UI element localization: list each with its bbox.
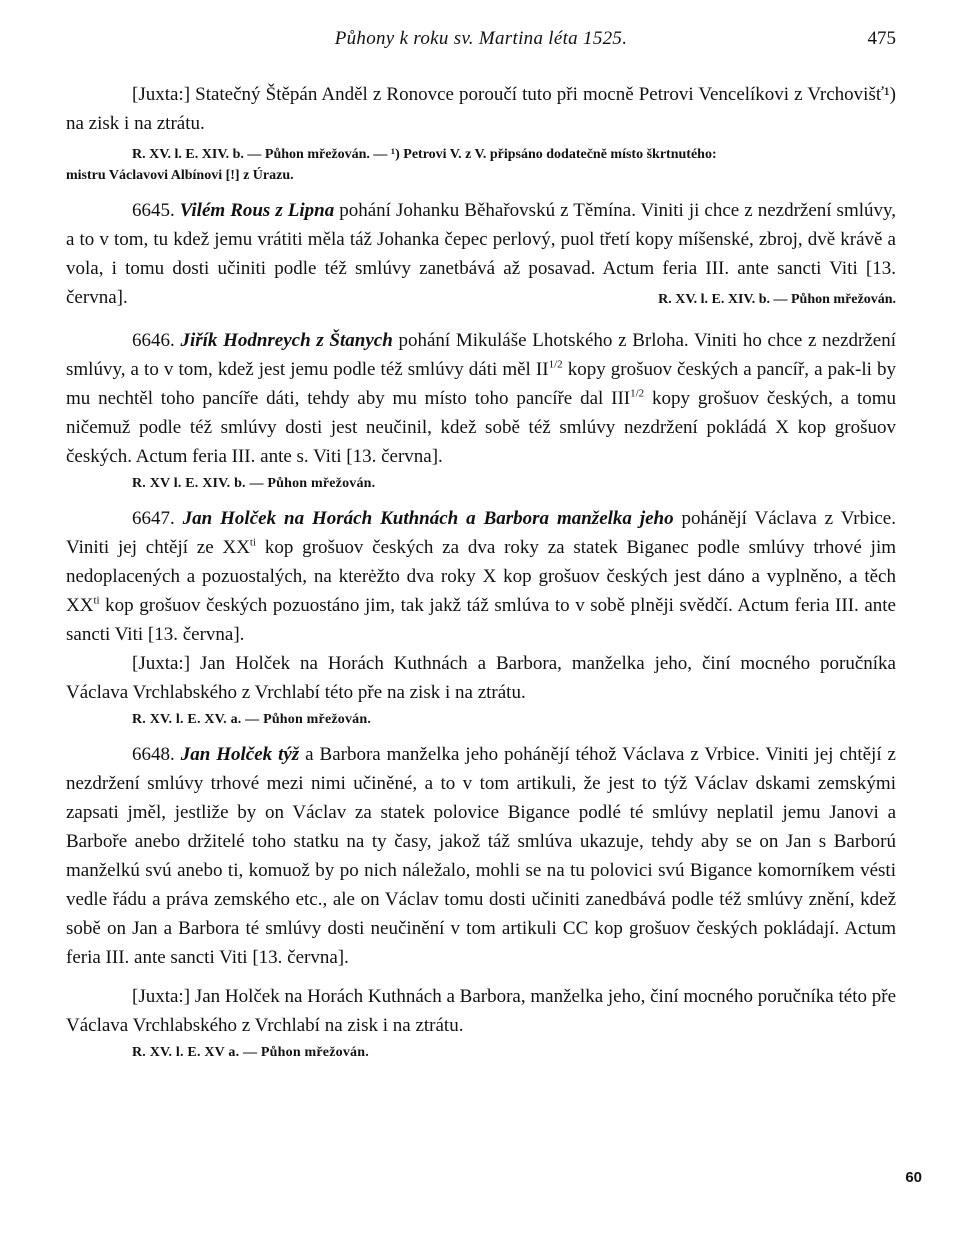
entry-note: R. XV. l. E. XIV. b. — Půhon mřežován. (658, 292, 896, 307)
entry-number: 6647. (132, 508, 175, 529)
entry-text: a Barbora manželka jeho pohánějí téhož Václava z Vrbice. Viniti jej chtějí z nezdržení smlúvy trhové mezi nimi učiněné, a to v tom artikuli, že jest to týž Václav dskami zemskými zapsati jměl, jestliže by on Václav za statek polovice Bigance podlé té smlúvy neplatil jemu Janovi a Barboře anebo držitelé toho statku na ty časy, jakož táž smlúva ukazuje, tehdy aby se on Jan s Barború manželkú svú anebo ti, komuož by po nich náležalo, mohli se na tu polovici svú Bigance komorníkem vésti vedle řádu a práva zemského etc., ale on Václav tomu dosti učiniti zanedbává podle též smlúvy znění, kdež sobě on Jan a Barbora té smlúvy dosti neučinění v tom artikuli CC kop grošuov českých pokládají. Actum feria III. ante sancti Viti [13. června]. (66, 744, 896, 968)
fraction: 1/2 (630, 387, 645, 400)
entry-text: kopy grošuov českých, a tomu ničemuž podle též smlúvy dosti jest neučinil, kdež sobě též smlúvy nezdržení pokládá X kop grošuov českých. Actum feria III. ante s. Viti [13. června]. (66, 388, 897, 467)
page-number: 475 (867, 28, 896, 49)
entry-juxta: [Juxta:] Jan Holček na Horách Kuthnách a Barbora, manželka jeho, činí mocného poručníka Václava Vrchlabského z Vrchlabí této pře na zisk i na ztrátu. (66, 653, 896, 703)
entry-text: kop grošuov českých za dva roky za statek Biganec podle smlúvy trhové jim nedoplacených a pozuostalých, na kterėžto dva roky X kop grošuov českých jest dáno a vyplněno, a těch XX (66, 537, 897, 616)
entry-party-name: Jan Holček týž (180, 744, 300, 765)
entry-note: R. XV. l. E. XV. a. — Půhon mřežován. (132, 712, 372, 727)
superscript: ti (93, 594, 100, 607)
entry-6646 (66, 326, 896, 471)
intro-note-line2: mistru Václavovi Albínovi [!] z Úrazu. (66, 168, 294, 183)
text-body (66, 80, 896, 1073)
entry-6648 (66, 740, 896, 972)
entry-party-name: Jan Holček na Horách Kuthnách a Barbora manželka jeho (182, 508, 674, 529)
entry-6645 (66, 196, 896, 312)
entry-juxta: [Juxta:] Jan Holček na Horách Kuthnách a Barbora, manželka jeho, činí mocného poručníka této pře Václava Vrchlabského z Vrchlabí na zisk i na ztrátu. (66, 986, 896, 1036)
intro-note-line1: R. XV. l. E. XIV. b. — Půhon mřežován. — ¹) Petrovi V. z V. připsáno dodatečně místo škrtnutého: (132, 147, 717, 162)
entry-number: 6646. (132, 330, 175, 351)
entry-note: R. XV l. E. XIV. b. — Půhon mřežován. (132, 476, 376, 491)
fraction: 1/2 (548, 358, 563, 371)
entry-note: R. XV. l. E. XV a. — Půhon mřežován. (132, 1045, 369, 1060)
superscript: ti (249, 536, 257, 549)
entry-party-name: Jiřík Hodnreych z Štanych (180, 330, 393, 351)
signature-mark: 60 (905, 1169, 922, 1186)
entry-text: kop grošuov českých pozuostáno jim, tak jakž táž smlúva to v sobě plněji svědčí. Actum feria III. ante sancti Viti [13. června]. (66, 595, 896, 645)
entry-text: pohání Mikuláše Lhotského z Brloha. Viniti ho chce z nezdržení smlúvy, a to v tom, kdež jest jemu podle též smlúvy dáti měl II (66, 330, 896, 380)
running-title: Půhony k roku sv. Martina léta 1525. (334, 28, 628, 49)
intro-note (66, 144, 896, 186)
entry-party-name: Vilém Rous z Lipna (179, 200, 335, 221)
running-head (66, 28, 896, 58)
entry-number: 6645. (132, 200, 175, 221)
entry-text: kopy grošuov českých a pancíř, a pak-li by mu nechtěl toho pancíře dáti, tehdy aby mu místo toho pancíře dal III (66, 359, 896, 409)
entry-text: pohánějí Václava z Vrbice. Viniti jej chtějí ze XX (66, 508, 896, 558)
entry-number: 6648. (132, 744, 175, 765)
entry-6647 (66, 504, 896, 649)
entry-text: pohání Johanku Běhařovskú z Těmína. Viniti ji chce z nezdržení smlúvy, a to v tom, tu kdež jemu vrátiti měla táž Johanka čepec perlový, puol třetí kopy míšenské, zbroj, dvě krávě a vola, i tomu dosti učiniti podle též smlúvy zanetbává až posavad. Actum feria III. ante sancti Viti [13. června]. (66, 200, 897, 308)
intro-juxta: [Juxta:] Statečný Štěpán Anděl z Ronovce poroučí tuto při mocně Petrovi Vencelíkovi z Vrchovišť¹) na zisk i na ztrátu. (66, 84, 896, 134)
